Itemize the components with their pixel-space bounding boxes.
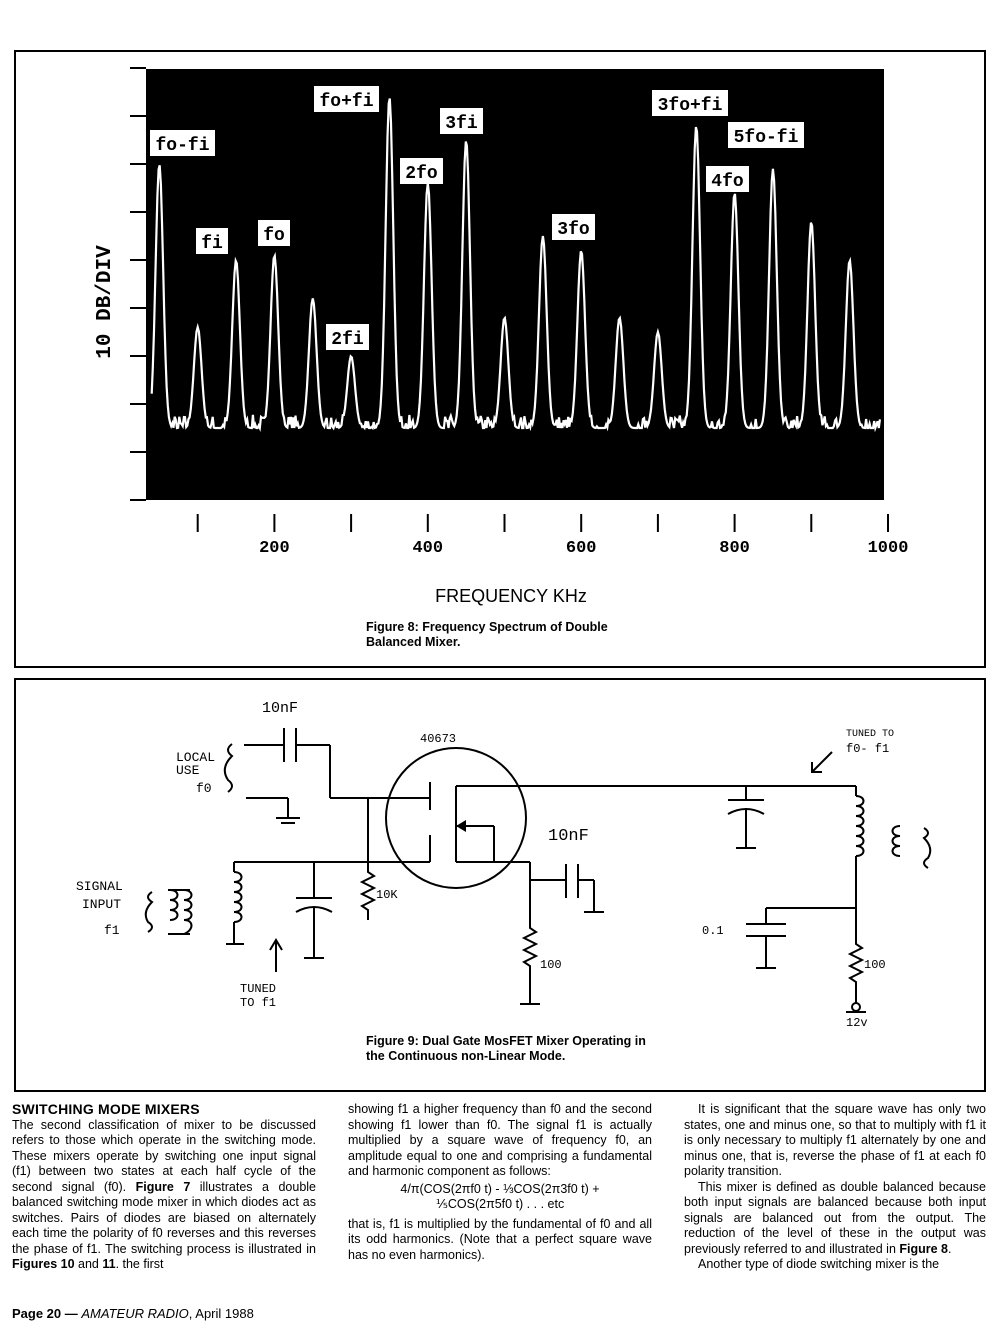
peak-label-text: fi bbox=[201, 234, 223, 254]
figure-ref: Figure 7 bbox=[135, 1179, 191, 1194]
x-tick-label: 400 bbox=[412, 539, 444, 558]
figure-9-caption: Figure 9: Dual Gate MosFET Mixer Operating in the Continuous non-Linear Mode. bbox=[366, 1034, 646, 1063]
x-axis-label: FREQUENCY KHz bbox=[435, 586, 587, 606]
figure-ref: 11 bbox=[102, 1257, 116, 1271]
peak-label bbox=[326, 324, 369, 350]
article-column-2 bbox=[348, 1102, 652, 1263]
peak-label-text: 4fo bbox=[711, 172, 744, 192]
x-tick-label: 600 bbox=[565, 539, 597, 558]
text: . the first bbox=[115, 1257, 164, 1271]
tuned-bottom-label-2: TO f1 bbox=[240, 996, 277, 1010]
local-label: LOCAL bbox=[176, 750, 216, 765]
r-source-label: 100 bbox=[540, 958, 562, 972]
mixer-schematic bbox=[0, 678, 1000, 1092]
peak-label bbox=[440, 108, 483, 134]
use-label: USE bbox=[176, 763, 200, 778]
peak-label-text: fo-fi bbox=[155, 136, 210, 156]
f1-label: f1 bbox=[104, 923, 120, 938]
peak-label-text: 2fo bbox=[405, 164, 438, 184]
paragraph: that is, f1 is multiplied by the fundamental of f0 and all its odd harmonics. (Note that a perfect square wave has no even harmonics). bbox=[348, 1216, 652, 1262]
x-tick-label: 1000 bbox=[867, 539, 909, 558]
article-column-3 bbox=[684, 1102, 986, 1273]
formula bbox=[348, 1182, 652, 1213]
peak-label-text: 3fi bbox=[445, 114, 478, 134]
peak-label-text: 3fo bbox=[557, 220, 590, 240]
peak-label bbox=[706, 166, 749, 192]
peak-label bbox=[400, 158, 443, 184]
figure-8-caption: Figure 8: Frequency Spectrum of Double Balanced Mixer. bbox=[366, 620, 608, 649]
y-axis bbox=[130, 68, 146, 500]
issue-date: , April 1988 bbox=[188, 1306, 254, 1321]
supply-label: 12v bbox=[846, 1016, 868, 1030]
formula-line-2: ⅕COS(2π5f0 t) . . . etc bbox=[435, 1197, 565, 1211]
paragraph: This mixer is defined as double balanced because both input signals are balanced because both input signals are balanced out from the output. The reduction of the level of these in the output was previously referred to and illustrated in bbox=[684, 1179, 986, 1256]
paragraph: Another type of diode switching mixer is the bbox=[698, 1257, 940, 1271]
peak-label-text: 5fo-fi bbox=[733, 128, 799, 148]
x-tick-label: 800 bbox=[719, 539, 750, 558]
paragraph: showing f1 a higher frequency than f0 and the second showing f1 lower than f0. The signal f1 is actually multiplied by a square wave of frequency f0, an amplitude equal to one and comprising a fundamental and harmonic component as follows: bbox=[348, 1102, 652, 1178]
signal-label: SIGNAL bbox=[76, 879, 123, 894]
x-tick-label: 200 bbox=[259, 539, 290, 558]
tuned-bottom-label: TUNED bbox=[240, 982, 277, 996]
magazine-name: AMATEUR RADIO bbox=[81, 1306, 189, 1321]
peak-label bbox=[150, 130, 215, 156]
paragraph: The second classification of mixer to be discussed refers to those which operate in the switching mode. These mixers operate by switching one input signal (f1) between two states at each half cycle of the second signal (f0). bbox=[12, 1117, 316, 1194]
text: . bbox=[948, 1241, 952, 1256]
peak-label bbox=[652, 90, 728, 116]
r-gate-label: 10K bbox=[376, 888, 398, 902]
x-axis bbox=[198, 514, 909, 558]
peak-label-text: fo bbox=[263, 226, 285, 246]
input-label: INPUT bbox=[82, 897, 122, 912]
paragraph: It is significant that the square wave has only two states, one and minus one, so that to multiply with f1 it is only necessary to multiply f1 alternately by one and minus one, that is, reverse the phase of f1 at each f0 polarity transition. bbox=[684, 1102, 986, 1178]
formula-line-1: 4/π(COS(2πf0 t) - ⅓COS(2π3f0 t) + bbox=[400, 1181, 600, 1196]
tuned-top-label-2: f0- f1 bbox=[846, 742, 890, 756]
peak-label bbox=[258, 220, 290, 246]
paragraph: illustrates a double balanced switching mode mixer in which diodes act as switches. Pairs of diodes are biased on alternately each time the polarity of f0 reverses and this reverses the phase of f1. The switching process is illustrated in bbox=[12, 1179, 317, 1256]
figure-ref: Figure 8 bbox=[899, 1241, 949, 1256]
peak-label-text: 2fi bbox=[331, 330, 364, 350]
article-column-1 bbox=[12, 1102, 316, 1273]
text: and bbox=[74, 1257, 103, 1271]
peak-label-text: fo+fi bbox=[319, 92, 374, 112]
peak-label bbox=[552, 214, 595, 240]
peak-label bbox=[728, 122, 804, 148]
page-footer bbox=[12, 1306, 254, 1321]
cap-right-label: 10nF bbox=[548, 827, 589, 846]
peak-label bbox=[196, 228, 228, 254]
figure-ref: Figures 10 bbox=[12, 1257, 75, 1271]
f0-label: f0 bbox=[196, 781, 212, 796]
transistor-label: 40673 bbox=[420, 732, 457, 746]
peak-label-text: 3fo+fi bbox=[657, 96, 723, 116]
tuned-top-label: TUNED TO bbox=[846, 729, 895, 740]
c-bypass-label: 0.1 bbox=[702, 924, 724, 938]
peak-label bbox=[314, 86, 379, 112]
r-supply-label: 100 bbox=[864, 958, 886, 972]
y-axis-label: 10 DB/DIV bbox=[94, 245, 117, 359]
cap-top-label: 10nF bbox=[262, 700, 299, 717]
article-heading: SWITCHING MODE MIXERS bbox=[12, 1101, 200, 1117]
page-number: Page 20 — bbox=[12, 1306, 82, 1321]
